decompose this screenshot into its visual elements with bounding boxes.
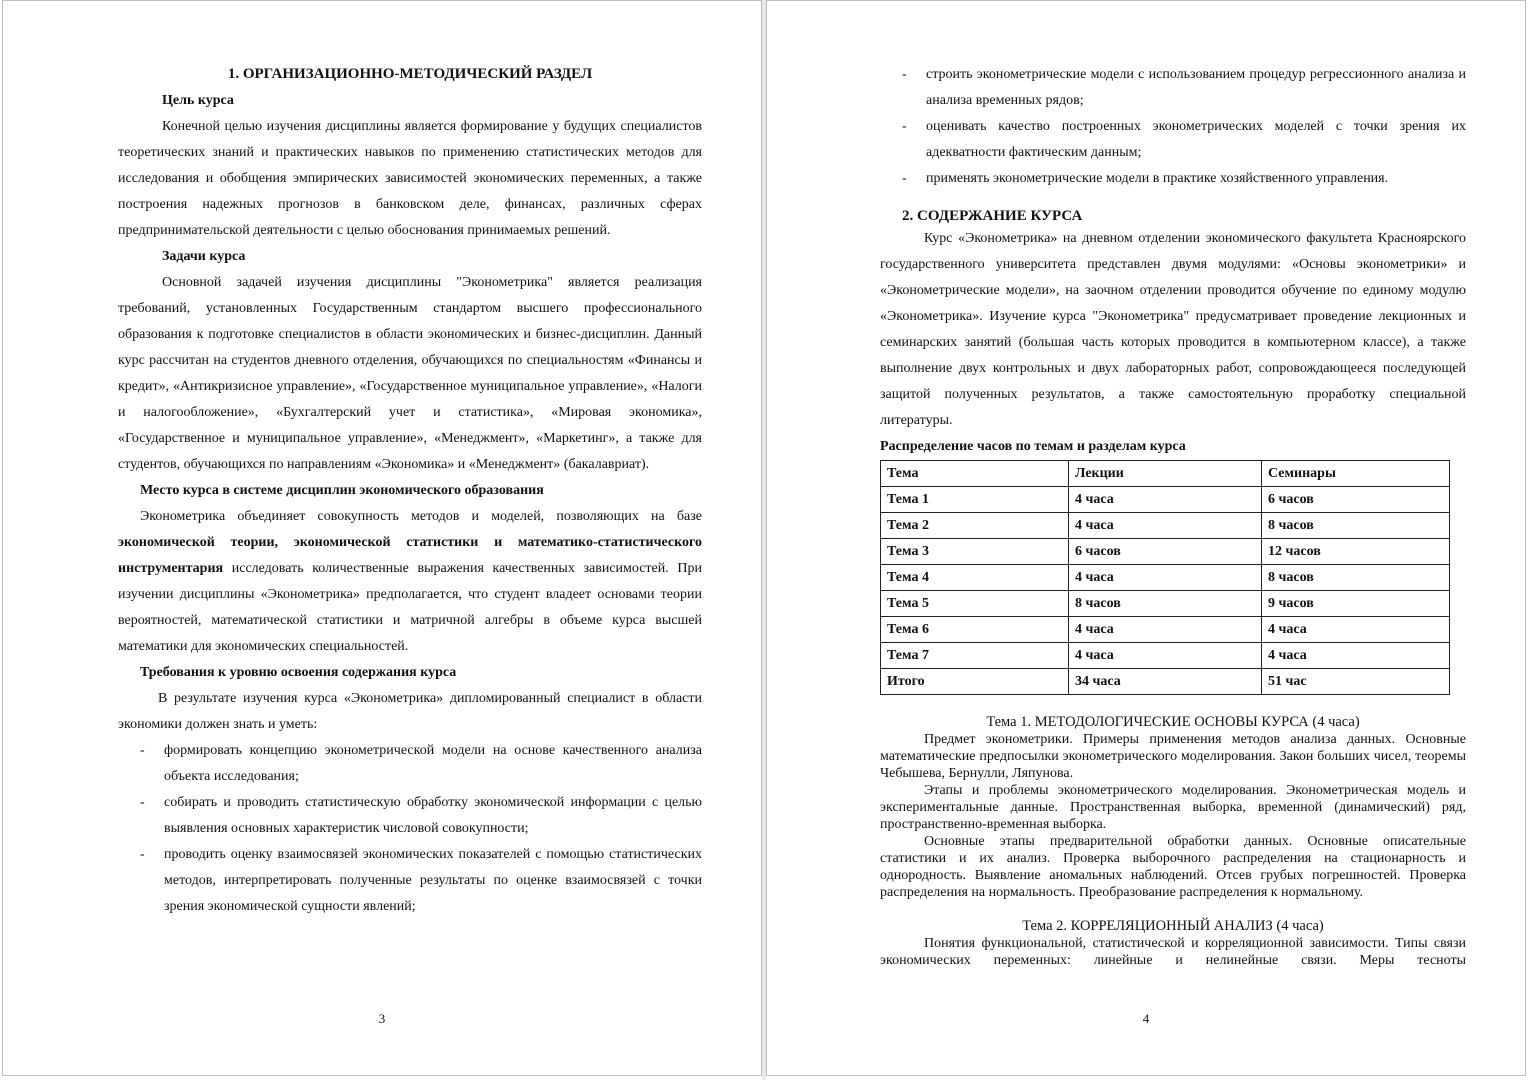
table-cell: Тема 3 <box>881 539 1069 565</box>
list-item: - строить эконометрические модели с использованием процедур регрессионного анализа и анализа временных рядов; <box>902 67 1466 108</box>
table-row <box>881 617 1450 643</box>
requirements-paragraph: В результате изучения курса «Эконометрика» дипломированный специалист в области экономики должен знать и уметь: <box>118 691 702 732</box>
list-item-text: формировать концепцию эконометрической модели на основе качественного анализа объекта исследования; <box>164 743 702 784</box>
list-item-text: собирать и проводить статистическую обработку экономической информации с целью выявления основных характеристик числовой совокупности; <box>164 795 702 836</box>
table-row <box>881 487 1450 513</box>
table-header-row <box>881 461 1450 487</box>
topic-1-paragraph: Этапы и проблемы эконометрического моделирования. Эконометрическая модель и экспериментальные данные. Пространственная выборка, временной (динамический) ряд, пространственно-временная выборка. <box>880 783 1466 832</box>
list-item-text: проводить оценку взаимосвязей экономических показателей с помощью статистических методов, интерпретировать полученные результаты по оценке взаимосвязей с точки зрения экономической сущности явлений; <box>164 847 702 914</box>
table-row <box>881 643 1450 669</box>
content-paragraph: Курс «Эконометрика» на дневном отделении экономического факультета Красноярского государственного университета представлен двумя модулями: «Основы эконометрики» и «Эконометрические модели», на заочном отделении проводится обучение по единому модулю «Эконометрика». Изучение курса "Эконометрика" предусматривает проведение лекционных и семинарских занятий (большая часть которых проводится в компьютерном классе), а также выполнение двух контрольных и двух лабораторных работ, сопровождающееся последующей защитой полученных результатов, а также самостоятельную проработку специальной литературы. <box>880 231 1466 428</box>
table-cell: 4 часа <box>1069 487 1262 513</box>
place-text-b: исследовать количественные выражения качественных зависимостей. При изучении дисциплины «Эконометрика» предполагается, что студент владеет основами теории вероятностей, математической статистики и матричной алгебры в объеме курса высшей математики для экономических специальностей. <box>118 561 702 654</box>
table-cell: 8 часов <box>1262 565 1450 591</box>
list-item: - формировать концепцию эконометрической модели на основе качественного анализа объекта исследования; <box>140 743 702 784</box>
table-cell: 6 часов <box>1262 487 1450 513</box>
list-item: - собирать и проводить статистическую обработку экономической информации с целью выявления основных характеристик числовой совокупности; <box>140 795 702 836</box>
topic-2-title: Тема 2. КОРРЕЛЯЦИОННЫЙ АНАЛИЗ (4 часа) <box>1022 918 1324 934</box>
table-cell: 8 часов <box>1069 591 1262 617</box>
topic-1-paragraph: Основные этапы предварительной обработки данных. Основные описательные статистики и их анализ. Проверка выборочного распределения на стационарность и однородность. Выявление аномальных наблюдений. Отсев грубых погрешностей. Проверка распределения на нормальность. Преобразование распределения к нормальному. <box>880 834 1466 900</box>
section-heading: 2. СОДЕРЖАНИЕ КУРСА <box>902 208 1083 224</box>
table-cell: Тема 2 <box>881 513 1069 539</box>
table-cell: 4 часа <box>1262 617 1450 643</box>
table-row <box>881 669 1450 695</box>
requirements-list-continued <box>880 62 1466 192</box>
table-cell: Тема 1 <box>881 487 1069 513</box>
table-cell: 6 часов <box>1069 539 1262 565</box>
list-item: - оценивать качество построенных эконометрических моделей с точки зрения их адекватности фактическим данным; <box>902 119 1466 160</box>
table-cell: Тема 4 <box>881 565 1069 591</box>
tasks-paragraph: Основной задачей изучения дисциплины "Эконометрика" является реализация требований, установленных Государственным стандартом высшего профессионального образования к подготовке специалистов в области экономических и бизнес-дисциплин. Данный курс рассчитан на студентов дневного отделения, обучающихся по специальностям «Финансы и кредит», «Антикризисное управление», «Государственное муниципальное управление», «Налоги и налогообложение», «Бухгалтерский учет и статистика», «Мировая экономика», «Государственное и муниципальное управление», «Менеджмент», «Маркетинг», а также для студентов, обучающихся по направлениям «Экономика» и «Менеджмент» (бакалавриат). <box>118 275 702 472</box>
place-title: Место курса в системе дисциплин экономического образования <box>140 483 544 498</box>
list-item-text: оценивать качество построенных эконометрических моделей с точки зрения их адекватности фактическим данным; <box>926 119 1466 160</box>
table-cell: Тема 5 <box>881 591 1069 617</box>
table-cell: 4 часа <box>1069 617 1262 643</box>
page-number: 3 <box>378 1011 386 1026</box>
table-title: Распределение часов по темам и разделам курса <box>880 439 1186 454</box>
table-header-cell: Тема <box>881 461 1069 487</box>
table-cell: 12 часов <box>1262 539 1450 565</box>
place-text-a: Эконометрика объединяет совокупность методов и моделей, позволяющих на базе <box>140 509 702 524</box>
page-number: 4 <box>1142 1011 1150 1026</box>
topic-1-title: Тема 1. МЕТОДОЛОГИЧЕСКИЕ ОСНОВЫ КУРСА (4 часа) <box>986 714 1360 730</box>
page-3-content <box>118 62 702 920</box>
list-item: - проводить оценку взаимосвязей экономических показателей с помощью статистических методов, интерпретировать полученные результаты по оценке взаимосвязей с точки зрения экономической сущности явлений; <box>140 847 702 914</box>
table-header-cell: Лекции <box>1069 461 1262 487</box>
table-row <box>881 513 1450 539</box>
table-cell: 4 часа <box>1069 513 1262 539</box>
topic-2-paragraph: Понятия функциональной, статистической и корреляционной зависимости. Типы связи экономических переменных: линейные и нелинейные связи. Меры тесноты <box>880 936 1466 968</box>
requirements-title: Требования к уровню освоения содержания курса <box>140 665 457 680</box>
list-item-text: применять эконометрические модели в практике хозяйственного управления. <box>926 171 1389 186</box>
place-text-bold: экономической теории, экономической статистики и математико-статистического инструментария <box>118 535 702 576</box>
topic-1-paragraph: Предмет эконометрики. Примеры применения методов анализа данных. Основные математические предпосылки эконометрического моделирования. Закон больших чисел, теоремы Чебышева, Бернулли, Ляпунова. <box>880 732 1466 781</box>
goal-paragraph: Конечной целью изучения дисциплины является формирование у будущих специалистов теоретических знаний и практических навыков по применению статистических методов для исследования и обобщения эмпирических зависимостей экономических переменных, а также построения надежных прогнозов в банковском деле, финансах, различных сферах предпринимательской деятельности с целью обоснования принимаемых решений. <box>118 119 702 238</box>
tasks-title: Задачи курса <box>162 249 246 264</box>
table-cell: 51 час <box>1262 669 1450 695</box>
requirements-list <box>118 738 702 920</box>
table-cell: 34 часа <box>1069 669 1262 695</box>
hours-table <box>880 460 1450 695</box>
table-cell: Тема 7 <box>881 643 1069 669</box>
table-cell: 4 часа <box>1262 643 1450 669</box>
table-row <box>881 591 1450 617</box>
goal-title: Цель курса <box>162 93 234 108</box>
list-item-text: строить эконометрические модели с использованием процедур регрессионного анализа и анализа временных рядов; <box>926 67 1466 108</box>
page-4-content <box>880 62 1466 969</box>
list-item: - применять эконометрические модели в практике хозяйственного управления. <box>902 171 1389 186</box>
table-cell: 4 часа <box>1069 565 1262 591</box>
table-row <box>881 565 1450 591</box>
table-cell: Итого <box>881 669 1069 695</box>
table-cell: 8 часов <box>1262 513 1450 539</box>
table-cell: 4 часа <box>1069 643 1262 669</box>
table-header-cell: Семинары <box>1262 461 1450 487</box>
table-cell: 9 часов <box>1262 591 1450 617</box>
section-heading: 1. ОРГАНИЗАЦИОННО-МЕТОДИЧЕСКИЙ РАЗДЕЛ <box>227 66 593 82</box>
place-paragraph <box>118 504 702 660</box>
table-cell: Тема 6 <box>881 617 1069 643</box>
table-row <box>881 539 1450 565</box>
